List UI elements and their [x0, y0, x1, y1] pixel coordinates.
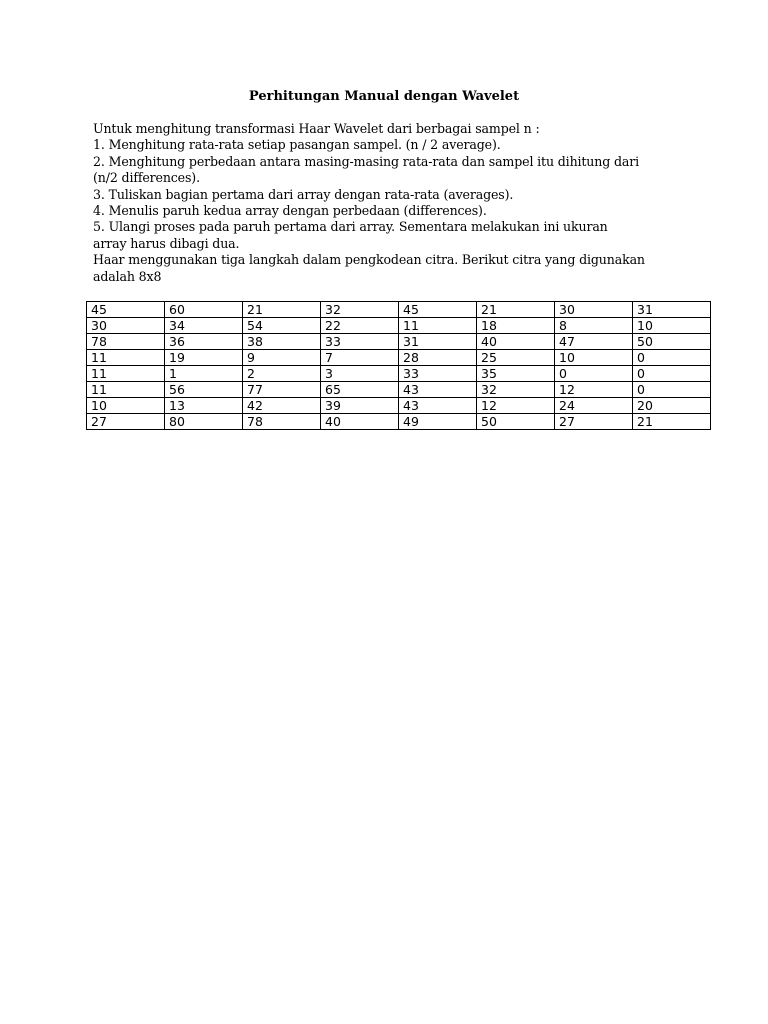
- step-2-line: 2. Menghitung perbedaan antara masing-masing rata-rata dan sampel itu dihitung dari: [93, 153, 640, 169]
- table-cell: 49: [399, 414, 477, 430]
- table-cell: 12: [477, 398, 555, 414]
- table-cell: 33: [321, 334, 399, 350]
- step-5-continuation-line: array harus dibagi dua.: [93, 235, 240, 251]
- table-cell: 12: [555, 382, 633, 398]
- table-cell: 20: [633, 398, 711, 414]
- table-row: [87, 398, 711, 414]
- table-cell: 31: [633, 302, 711, 318]
- table-cell: 11: [87, 350, 165, 366]
- table-row: [87, 414, 711, 430]
- table-cell: 36: [165, 334, 243, 350]
- step-1-line: 1. Menghitung rata-rata setiap pasangan sampel. (n / 2 average).: [93, 137, 501, 153]
- table-cell: 65: [321, 382, 399, 398]
- table-cell: 8: [555, 318, 633, 334]
- table-cell: 34: [165, 318, 243, 334]
- table-cell: 10: [87, 398, 165, 414]
- table-cell: 60: [165, 302, 243, 318]
- table-cell: 56: [165, 382, 243, 398]
- table-row: [87, 334, 711, 350]
- table-cell: 0: [555, 366, 633, 382]
- table-cell: 11: [87, 366, 165, 382]
- table-cell: 31: [399, 334, 477, 350]
- table-row: [87, 382, 711, 398]
- table-cell: 38: [243, 334, 321, 350]
- table-cell: 7: [321, 350, 399, 366]
- table-cell: 25: [477, 350, 555, 366]
- intro-line: Untuk menghitung transformasi Haar Wavelet dari berbagai sampel n :: [93, 121, 540, 136]
- table-cell: 30: [87, 318, 165, 334]
- table-cell: 21: [477, 302, 555, 318]
- table-cell: 33: [399, 366, 477, 382]
- table-row: [87, 366, 711, 382]
- table-cell: 19: [165, 350, 243, 366]
- table-cell: 27: [87, 414, 165, 430]
- table-cell: 50: [477, 414, 555, 430]
- table-cell: 1: [165, 366, 243, 382]
- table-cell: 80: [165, 414, 243, 430]
- table-cell: 18: [477, 318, 555, 334]
- table-cell: 43: [399, 382, 477, 398]
- table-cell: 9: [243, 350, 321, 366]
- table-cell: 3: [321, 366, 399, 382]
- haar-note-line: Haar menggunakan tiga langkah dalam pengkodean citra. Berikut citra yang digunakan: [93, 252, 645, 268]
- table-cell: 54: [243, 318, 321, 334]
- table-cell: 13: [165, 398, 243, 414]
- table-cell: 10: [633, 318, 711, 334]
- table-cell: 78: [243, 414, 321, 430]
- table-cell: 35: [477, 366, 555, 382]
- table-cell: 0: [633, 382, 711, 398]
- document-title: Perhitungan Manual dengan Wavelet: [248, 89, 520, 104]
- table-cell: 43: [399, 398, 477, 414]
- image-matrix-body: [87, 302, 711, 430]
- table-row: [87, 318, 711, 334]
- table-cell: 24: [555, 398, 633, 414]
- table-cell: 45: [399, 302, 477, 318]
- table-cell: 42: [243, 398, 321, 414]
- table-cell: 27: [555, 414, 633, 430]
- table-cell: 40: [321, 414, 399, 430]
- document-body: [93, 121, 693, 285]
- table-cell: 0: [633, 350, 711, 366]
- table-cell: 22: [321, 318, 399, 334]
- table-cell: 40: [477, 334, 555, 350]
- table-cell: 0: [633, 366, 711, 382]
- table-cell: 78: [87, 334, 165, 350]
- table-cell: 32: [321, 302, 399, 318]
- table-cell: 45: [87, 302, 165, 318]
- table-cell: 50: [633, 334, 711, 350]
- table-cell: 32: [477, 382, 555, 398]
- table-cell: 10: [555, 350, 633, 366]
- table-cell: 11: [399, 318, 477, 334]
- table-cell: 28: [399, 350, 477, 366]
- table-cell: 77: [243, 382, 321, 398]
- table-cell: 21: [633, 414, 711, 430]
- step-2-continuation-line: (n/2 differences).: [93, 170, 200, 186]
- image-matrix-table: [86, 301, 711, 430]
- table-row: [87, 302, 711, 318]
- step-5-line: 5. Ulangi proses pada paruh pertama dari array. Sementara melakukan ini ukuran: [93, 219, 608, 235]
- table-cell: 47: [555, 334, 633, 350]
- table-row: [87, 350, 711, 366]
- table-cell: 11: [87, 382, 165, 398]
- table-cell: 39: [321, 398, 399, 414]
- step-3-line: 3. Tuliskan bagian pertama dari array dengan rata-rata (averages).: [93, 186, 514, 202]
- step-4-line: 4. Menulis paruh kedua array dengan perbedaan (differences).: [93, 203, 487, 219]
- table-cell: 30: [555, 302, 633, 318]
- table-cell: 2: [243, 366, 321, 382]
- table-cell: 21: [243, 302, 321, 318]
- haar-note-continuation-line: adalah 8x8: [93, 268, 162, 284]
